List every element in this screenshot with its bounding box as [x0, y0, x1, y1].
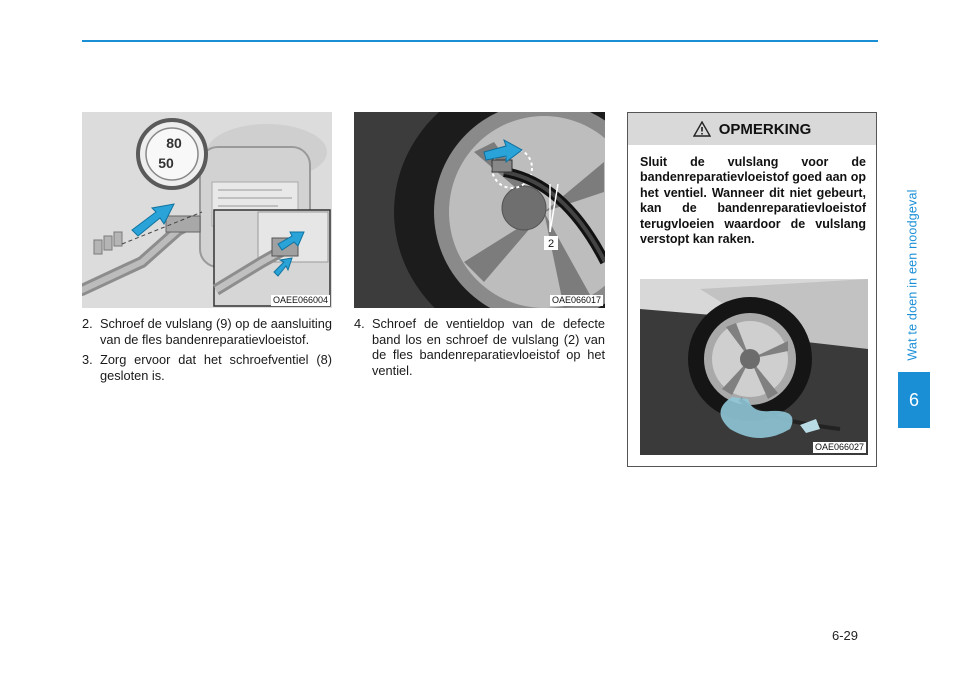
step-item	[82, 316, 332, 347]
steps-middle	[354, 316, 605, 383]
header-rule	[82, 40, 878, 42]
note-text: Sluit de vulslang voor de bandenreparatievloeistof goed aan op het ventiel. Wanneer dit niet gebeurt, kan de bandenreparatievloeistof terugvloeien waardoor de vulslang verstopt kan raken.	[640, 155, 866, 247]
figure-sealant-bottle	[82, 112, 332, 308]
step-text: Zorg ervoor dat het schroefventiel (8) gesloten is.	[100, 352, 332, 383]
step-item	[354, 316, 605, 378]
valve-hose-illustration	[354, 112, 605, 308]
chapter-tab[interactable]: 6	[898, 372, 930, 428]
section-title-text: Wat te doen in een noodgeval	[906, 189, 921, 361]
step-text: Schroef de vulslang (9) op de aansluiting van de fles bandenreparatievloeistof.	[100, 316, 332, 347]
figure-valve-hose	[354, 112, 605, 308]
step-number: 2.	[82, 316, 93, 331]
gauge-value-lower: 50	[158, 155, 174, 171]
note-figure	[640, 279, 868, 455]
steps-left	[82, 316, 332, 388]
note-figure-code: OAE066027	[814, 442, 864, 452]
step-text: Schroef de ventieldop van de defecte band los en schroef de vulslang (2) van de fles bandenreparatievloeistof op het ventiel.	[372, 316, 605, 378]
note-title: OPMERKING	[718, 120, 812, 138]
page-number: 6-29	[832, 628, 859, 643]
step-number: 3.	[82, 352, 93, 367]
sealant-bottle-illustration	[82, 112, 332, 308]
note-header	[628, 113, 876, 145]
hose-callout: 2	[547, 238, 555, 250]
note-box	[627, 112, 877, 467]
warning-triangle-icon	[693, 121, 711, 137]
figure-code: OAE066017	[551, 295, 601, 305]
section-title	[898, 190, 928, 360]
step-item	[82, 352, 332, 383]
sealant-leak-illustration	[640, 279, 868, 455]
gauge-value-upper: 80	[166, 135, 182, 151]
figure-code: OAEE066004	[272, 295, 328, 305]
step-number: 4.	[354, 316, 365, 331]
